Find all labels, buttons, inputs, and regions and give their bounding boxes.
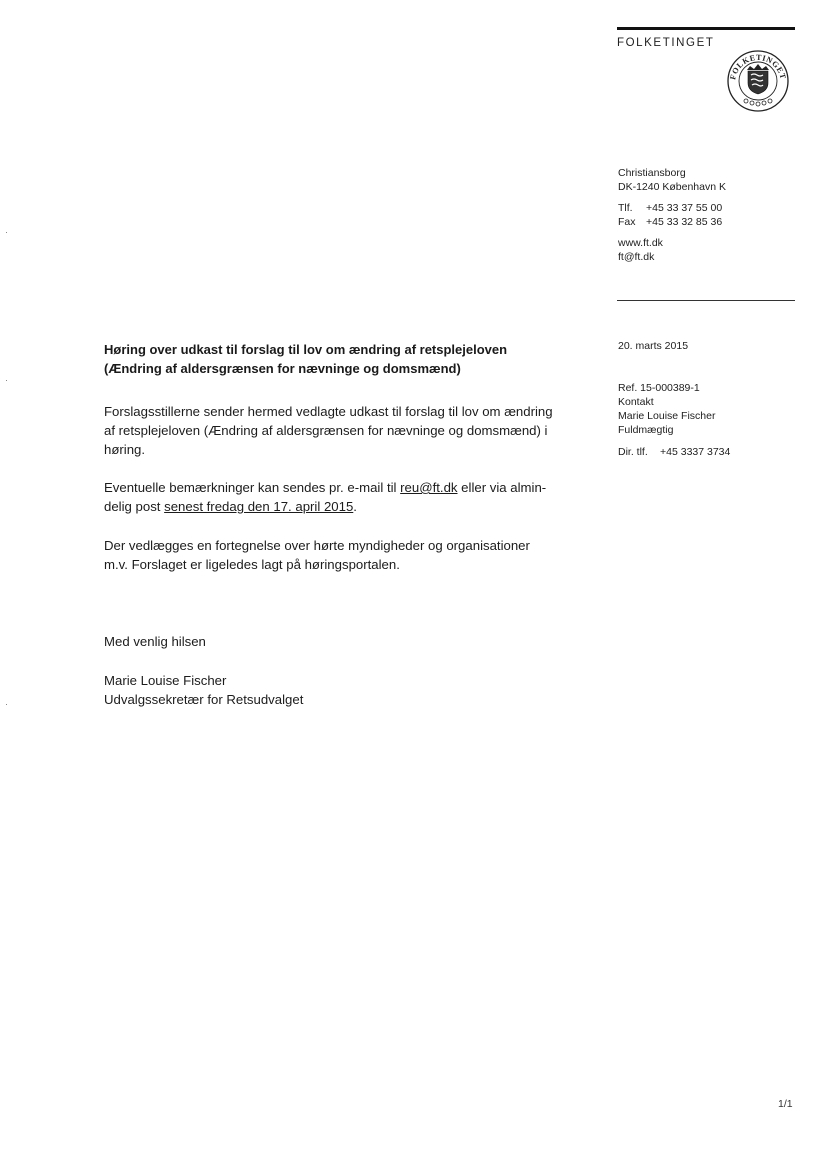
paragraph-2-line-1 [104,478,584,497]
meta-block [618,339,730,459]
paragraph-1 [104,402,584,459]
phone-label: Tlf. [618,202,633,214]
page-number: 1/1 [778,1098,793,1110]
fax-row [618,215,726,229]
closing-greeting: Med venlig hilsen [104,634,206,649]
paragraph-3-line-1: Der vedlægges en fortegnelse over hørte myndigheder og organisationer [104,538,530,553]
folketinget-seal-icon [726,49,790,113]
paragraph-3-line-2: m.v. Forslaget er ligeledes lagt på høringsportalen. [104,557,400,572]
paragraph-2 [104,478,584,516]
address-line-2: DK-1240 København K [618,181,726,193]
signer-name: Marie Louise Fischer [104,673,227,688]
paragraph-1-line-2: af retsplejeloven (Ændring af aldersgrænsen for nævninge og domsmænd) i [104,423,548,438]
subject-line-1: Høring over udkast til forslag til lov om ændring af retsplejeloven [104,342,508,357]
paragraph-2-line-2 [104,497,584,516]
fax-number: +45 33 32 85 36 [646,216,723,228]
address-block [618,166,726,264]
svg-text:FOLKETINGET: FOLKETINGET [728,52,788,81]
contact-title: Fuldmægtig [618,424,674,436]
paragraph-2-line-2-suffix: . [353,499,357,514]
scan-speck [6,704,7,705]
paragraph-3 [104,536,584,574]
paragraph-2-line-2-prefix: delig post [104,499,165,514]
direct-phone-label: Dir. tlf. [618,446,648,458]
direct-phone-row [618,445,730,459]
contact-name: Marie Louise Fischer [618,410,716,422]
sidebar-rule [617,300,795,301]
address-line-1: Christiansborg [618,167,686,179]
reference-number: Ref. 15-000389-1 [618,382,700,394]
fax-label: Fax [618,216,636,228]
subject-line-2: (Ændring af aldersgrænsen for nævninge og domsmænd) [104,361,461,376]
signer-title: Udvalgssekretær for Retsudvalget [104,692,304,707]
reply-email-link[interactable]: reu@ft.dk [400,480,458,495]
paragraph-1-line-1: Forslagsstillerne sender hermed vedlagte udkast til forslag til lov om ændring [104,404,553,419]
scan-speck [6,380,7,381]
direct-phone-number: +45 3337 3734 [660,446,731,458]
letter-date: 20. marts 2015 [618,340,689,352]
header-rule [617,27,795,30]
org-name: FOLKETINGET [617,37,715,49]
phone-number: +45 33 37 55 00 [646,202,723,214]
contact-label: Kontakt [618,396,654,408]
paragraph-2-text-suffix: eller via almin- [457,480,547,495]
paragraph-1-line-3: høring. [104,442,146,457]
letter-subject [104,340,574,378]
email-link[interactable]: ft@ft.dk [618,251,655,263]
deadline-text: senest fredag den 17. april 2015 [164,499,354,514]
paragraph-2-text: Eventuelle bemærkninger kan sendes pr. e-mail til [104,480,401,495]
phone-row [618,201,726,215]
website-link[interactable]: www.ft.dk [618,237,663,249]
scan-speck [6,232,7,233]
